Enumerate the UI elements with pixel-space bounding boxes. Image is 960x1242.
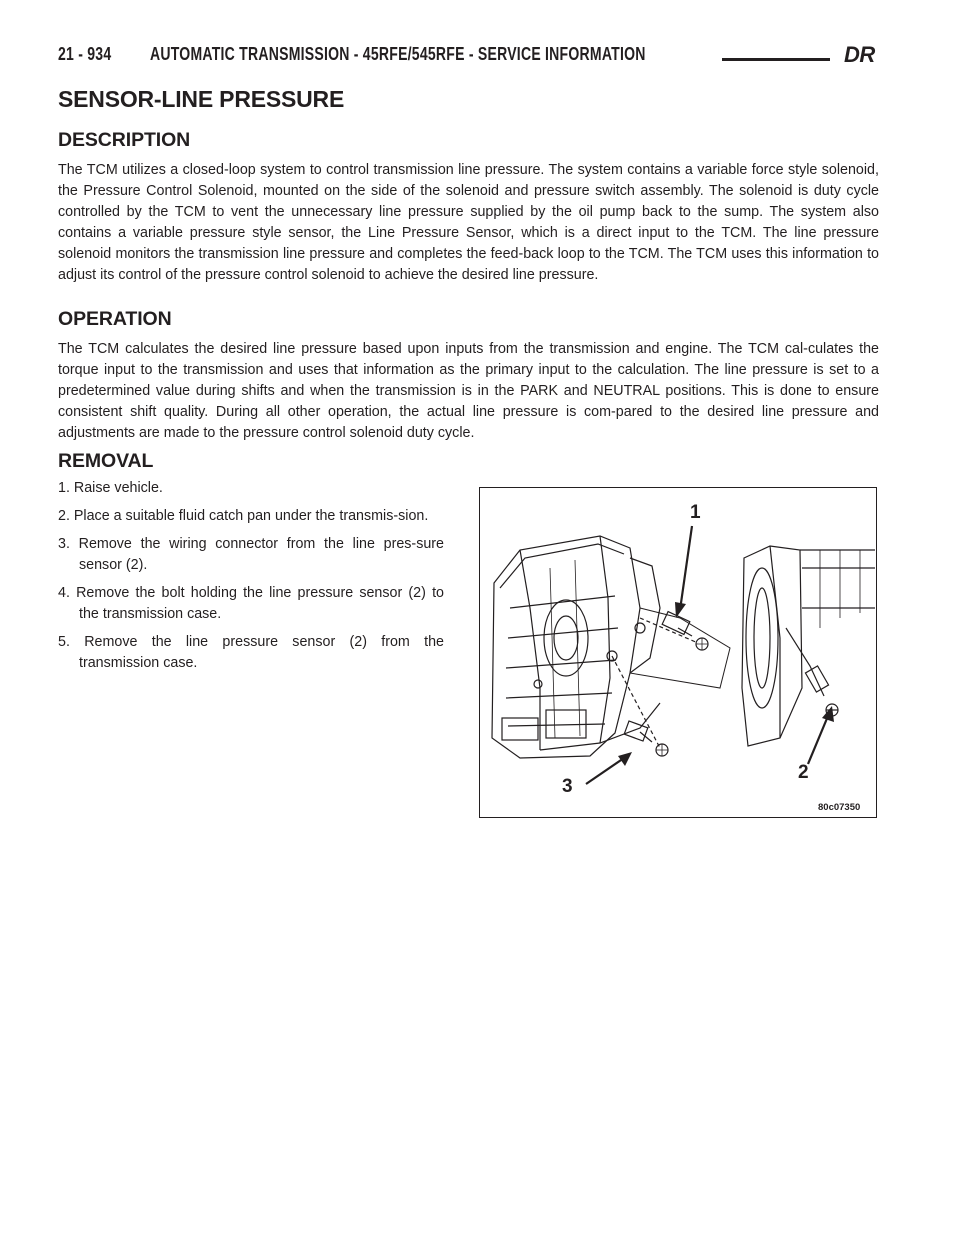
page-title: SENSOR-LINE PRESSURE [58,86,345,112]
removal-step: 2. Place a suitable fluid catch pan under the transmis-sion. [58,508,429,524]
sensor-illustration [612,656,668,756]
header-rule [722,58,830,61]
removal-step: 3. Remove the wiring connector from the line pres-sure sensor (2). [58,536,444,573]
description-body: The TCM utilizes a closed-loop system to control transmission line pressure. The system contains a variable force style solenoid, the Pressure Control Solenoid, mounted on the side of the solenoid and pressure switch assembly. The solenoid is duty cycle controlled by the TCM to vent the unnecessary line pressure supplied by the oil pump back to the sump. The system also contains a variable pressure style sensor, the Line Pressure Sensor, which is a direct input to the TCM. The line pressure solenoid monitors the transmission line pressure and completes the feed-back loop to the TCM. The TCM uses this information to adjust its control of the pressure control solenoid to achieve the desired line pressure. [58,162,879,283]
callout-leader [808,716,828,764]
transmission-rear-illustration [742,546,875,746]
operation-heading: OPERATION [58,308,172,330]
transmission-sensor-figure [479,487,877,818]
callout-leader [680,526,692,610]
page-header [58,44,886,76]
removal-steps [58,478,444,681]
removal-step: 4. Remove the bolt holding the line pressure sensor (2) to the transmission case. [58,585,444,622]
callout-leader [586,758,624,784]
section-title: AUTOMATIC TRANSMISSION - 45RFE/545RFE - SERVICE INFORMATION [150,44,646,64]
callout-1: 1 [690,502,701,523]
figure-id: 80c07350 [818,802,861,813]
callout-3: 3 [562,776,573,797]
transmission-case-illustration [492,536,730,758]
callout-2: 2 [798,762,809,783]
operation-body: The TCM calculates the desired line pressure based upon inputs from the transmission and engine. The TCM cal-culates the torque input to the transmission and uses that information as the primary input to the calculation. The line pressure is set to a predetermined value during shifts and when the transmission is in the PARK and NEUTRAL positions. This is done to ensure consistent shift quality. During all other operation, the actual line pressure is com-pared to the desired line pressure and adjustments are made to the pressure control solenoid duty cycle. [58,341,879,441]
removal-heading: REMOVAL [58,450,154,472]
model-badge: DR [844,42,875,67]
removal-step: 5. Remove the line pressure sensor (2) from the transmission case. [58,634,444,671]
description-heading: DESCRIPTION [58,129,191,151]
page-number: 21 - 934 [58,44,112,64]
sensor-illustration [640,612,708,650]
removal-step: 1. Raise vehicle. [58,480,163,496]
